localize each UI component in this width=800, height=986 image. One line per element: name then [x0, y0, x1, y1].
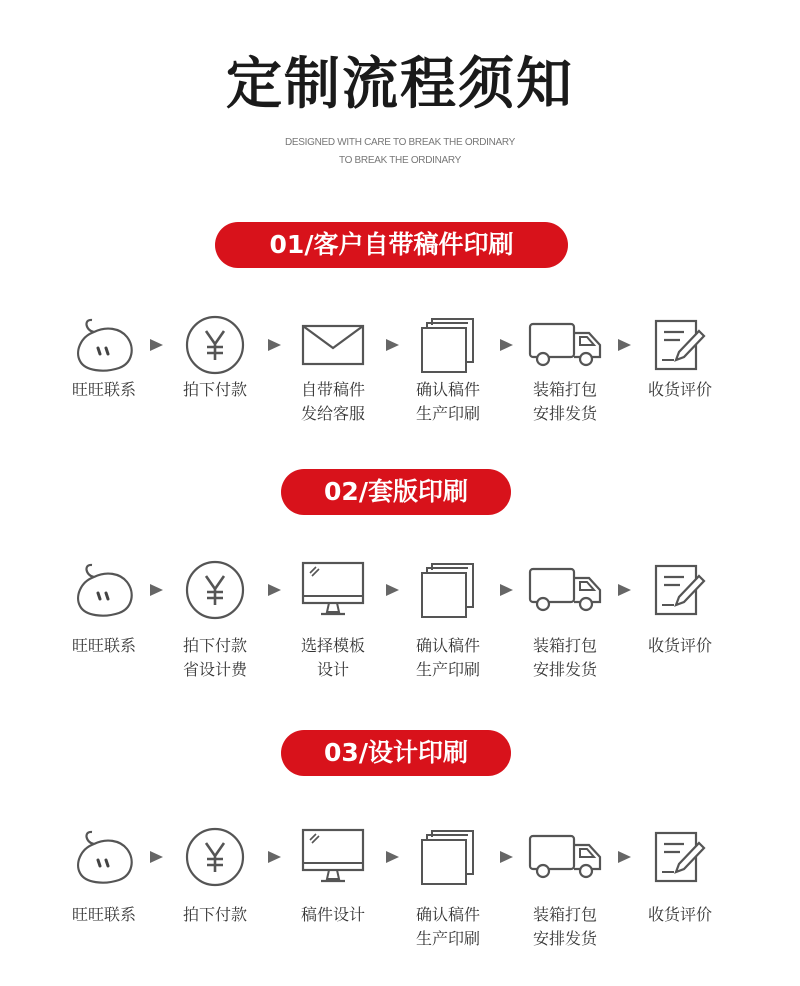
step-label: [155, 903, 275, 927]
review-edit-icon: [654, 319, 706, 375]
arrow-right-icon: [500, 339, 513, 351]
stacked-papers-icon: [421, 562, 475, 622]
step-label-line-1: 装箱打包: [532, 380, 597, 399]
step-label-line-2: 安排发货: [532, 404, 597, 423]
step-label: [273, 634, 393, 682]
step-label: [388, 378, 508, 426]
step-label-line-1: 旺旺联系: [71, 380, 136, 399]
section-heading-2: 02/套版印刷: [281, 469, 511, 515]
envelope-icon: [301, 324, 365, 370]
step-label-line-1: 自带稿件: [300, 380, 365, 399]
step-label: [155, 378, 275, 402]
page-subtitle-line-1: DESIGNED WITH CARE TO BREAK THE ORDINARY: [284, 137, 516, 148]
yen-coin-icon: [184, 314, 246, 380]
arrow-right-icon: [386, 339, 399, 351]
page-subtitle-line-2: TO BREAK THE ORDINARY: [338, 155, 462, 166]
arrow-right-icon: [268, 851, 281, 863]
step-label-line-1: 装箱打包: [532, 636, 597, 655]
review-edit-icon: [654, 564, 706, 620]
delivery-truck-icon: [528, 322, 602, 372]
page-title: 定制流程须知: [226, 52, 574, 117]
step-label-line-1: 收货评价: [647, 636, 712, 655]
step-label: [505, 634, 625, 682]
arrow-right-icon: [386, 584, 399, 596]
arrow-right-icon: [268, 339, 281, 351]
step-label-line-2: 安排发货: [532, 929, 597, 948]
step-label-line-1: 拍下付款: [182, 636, 247, 655]
step-label: [155, 634, 275, 682]
step-label-line-1: 装箱打包: [532, 905, 597, 924]
delivery-truck-icon: [528, 567, 602, 617]
arrow-right-icon: [618, 339, 631, 351]
yen-coin-icon: [184, 826, 246, 892]
step-label: [620, 634, 740, 658]
step-label: [505, 903, 625, 951]
step-label: [273, 378, 393, 426]
step-label: [273, 903, 393, 927]
step-label: [44, 634, 164, 658]
monitor-icon: [301, 561, 365, 623]
step-label-line-1: 确认稿件: [415, 905, 480, 924]
section-heading-1: 01/客户自带稿件印刷: [215, 222, 568, 268]
step-label-line-1: 收货评价: [647, 380, 712, 399]
step-label-line-1: 选择模板: [300, 636, 365, 655]
stacked-papers-icon: [421, 829, 475, 889]
step-label-line-2: 省设计费: [182, 660, 247, 679]
yen-coin-icon: [184, 559, 246, 625]
wangwang-chat-icon: [72, 317, 136, 377]
step-label-line-1: 旺旺联系: [71, 636, 136, 655]
step-label: [388, 903, 508, 951]
step-label-line-2: 设计: [316, 660, 349, 679]
step-label-line-2: 发给客服: [300, 404, 365, 423]
stacked-papers-icon: [421, 317, 475, 377]
wangwang-chat-icon: [72, 829, 136, 889]
step-label-line-2: 安排发货: [532, 660, 597, 679]
step-label-line-1: 稿件设计: [300, 905, 365, 924]
step-label-line-2: 生产印刷: [415, 660, 480, 679]
step-label: [44, 903, 164, 927]
arrow-right-icon: [618, 584, 631, 596]
arrow-right-icon: [268, 584, 281, 596]
arrow-right-icon: [150, 584, 163, 596]
step-label: [620, 903, 740, 927]
step-label-line-1: 拍下付款: [182, 380, 247, 399]
step-label: [388, 634, 508, 682]
monitor-icon: [301, 828, 365, 890]
arrow-right-icon: [618, 851, 631, 863]
wangwang-chat-icon: [72, 562, 136, 622]
step-label: [505, 378, 625, 426]
arrow-right-icon: [386, 851, 399, 863]
step-label-line-1: 拍下付款: [182, 905, 247, 924]
step-label: [620, 378, 740, 402]
arrow-right-icon: [150, 339, 163, 351]
section-heading-3: 03/设计印刷: [281, 730, 511, 776]
review-edit-icon: [654, 831, 706, 887]
step-label-line-2: 生产印刷: [415, 404, 480, 423]
arrow-right-icon: [500, 584, 513, 596]
step-label-line-1: 确认稿件: [415, 636, 480, 655]
arrow-right-icon: [500, 851, 513, 863]
delivery-truck-icon: [528, 834, 602, 884]
step-label-line-1: 确认稿件: [415, 380, 480, 399]
step-label-line-2: 生产印刷: [415, 929, 480, 948]
step-label-line-1: 旺旺联系: [71, 905, 136, 924]
step-label: [44, 378, 164, 402]
arrow-right-icon: [150, 851, 163, 863]
step-label-line-1: 收货评价: [647, 905, 712, 924]
